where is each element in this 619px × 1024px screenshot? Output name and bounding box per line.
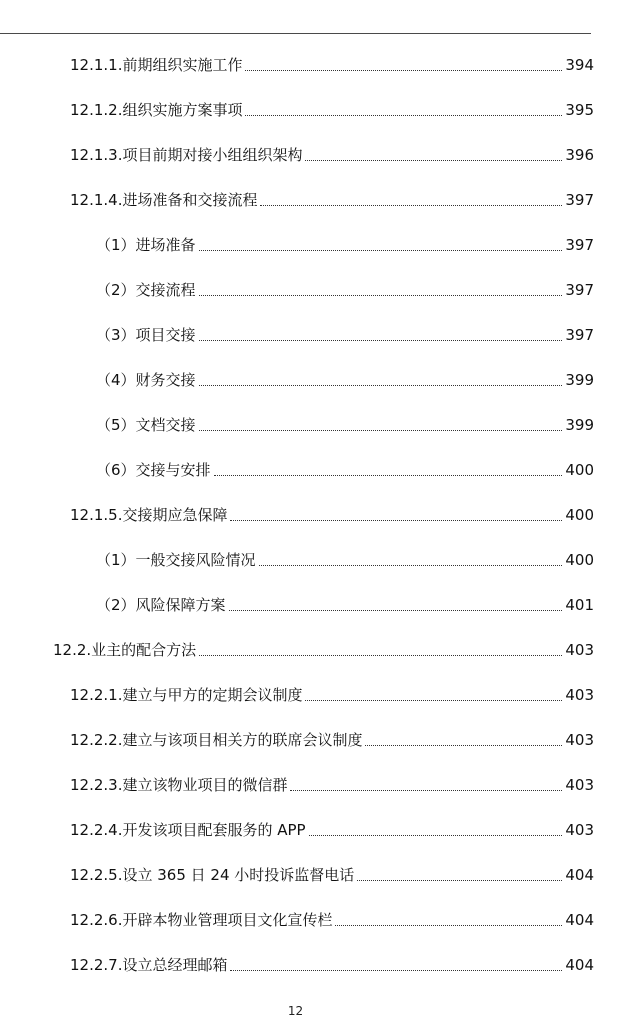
toc-entry-page-number: 400 [565, 551, 594, 569]
toc-entry[interactable] [96, 457, 594, 481]
toc-entry-label: 12.2.业主的配合方法 [53, 641, 197, 659]
toc-dot-leader [245, 115, 562, 116]
toc-entry-page-number: 400 [565, 506, 594, 524]
toc-entry-label: （3）项目交接 [96, 326, 196, 344]
toc-entry-page-number: 395 [565, 101, 594, 119]
page-number: 12 [287, 1004, 304, 1018]
toc-entry-label: （4）财务交接 [96, 371, 196, 389]
toc-entry-page-number: 397 [565, 191, 594, 209]
toc-entry-page-number: 404 [565, 956, 594, 974]
toc-entry-label: 12.1.3.项目前期对接小组组织架构 [70, 146, 303, 164]
toc-entry-page-number: 399 [565, 416, 594, 434]
toc-dot-leader [199, 340, 563, 341]
toc-entry-label: 12.2.4.开发该项目配套服务的 APP [70, 821, 306, 839]
toc-entry[interactable] [96, 322, 594, 346]
toc-entry-page-number: 404 [565, 911, 594, 929]
toc-entry-page-number: 394 [565, 56, 594, 74]
toc-entry[interactable] [70, 502, 594, 526]
toc-dot-leader [199, 655, 562, 656]
toc-entry-page-number: 397 [565, 236, 594, 254]
toc-entry[interactable] [96, 547, 594, 571]
toc-entry-page-number: 397 [565, 326, 594, 344]
toc-dot-leader [199, 250, 563, 251]
toc-entry[interactable] [70, 682, 594, 706]
toc-entry[interactable] [70, 862, 594, 886]
toc-entry-label: （5）文档交接 [96, 416, 196, 434]
toc-entry-label: 12.1.1.前期组织实施工作 [70, 56, 243, 74]
toc-dot-leader [260, 205, 562, 206]
toc-entry[interactable] [96, 277, 594, 301]
toc-entry-page-number: 404 [565, 866, 594, 884]
toc-entry[interactable] [96, 232, 594, 256]
toc-entry-page-number: 403 [565, 776, 594, 794]
toc-dot-leader [199, 385, 563, 386]
toc-entry-label: 12.2.3.建立该物业项目的微信群 [70, 776, 288, 794]
toc-entry-label: 12.2.6.开辟本物业管理项目文化宣传栏 [70, 911, 333, 929]
toc-entry-label: 12.2.2.建立与该项目相关方的联席会议制度 [70, 731, 363, 749]
toc-entry[interactable] [70, 52, 594, 76]
toc-entry-page-number: 399 [565, 371, 594, 389]
toc-entry-page-number: 401 [565, 596, 594, 614]
toc-entry-label: （2）风险保障方案 [96, 596, 226, 614]
toc-entry-page-number: 403 [565, 821, 594, 839]
toc-entry[interactable] [70, 952, 594, 976]
toc-entry-page-number: 400 [565, 461, 594, 479]
toc-entry[interactable] [70, 97, 594, 121]
toc-entry-label: （1）一般交接风险情况 [96, 551, 256, 569]
toc-dot-leader [245, 70, 562, 71]
toc-entry-page-number: 403 [565, 686, 594, 704]
toc-entry-label: 12.1.5.交接期应急保障 [70, 506, 228, 524]
toc-entry-label: （2）交接流程 [96, 281, 196, 299]
toc-dot-leader [230, 970, 562, 971]
toc-dot-leader [230, 520, 562, 521]
toc-dot-leader [305, 160, 562, 161]
toc-entry[interactable] [96, 412, 594, 436]
toc-entry-label: 12.2.5.设立 365 日 24 小时投诉监督电话 [70, 866, 355, 884]
toc-dot-leader [365, 745, 562, 746]
toc-entry[interactable] [70, 907, 594, 931]
toc-dot-leader [335, 925, 562, 926]
header-rule [0, 33, 591, 34]
toc-entry-page-number: 403 [565, 641, 594, 659]
toc-entry-page-number: 403 [565, 731, 594, 749]
toc-entry[interactable] [53, 637, 594, 661]
toc-entry-label: 12.2.7.设立总经理邮箱 [70, 956, 228, 974]
toc-dot-leader [357, 880, 562, 881]
toc-entry[interactable] [96, 367, 594, 391]
toc-entry[interactable] [70, 817, 594, 841]
toc-entry-label: （1）进场准备 [96, 236, 196, 254]
toc-dot-leader [229, 610, 563, 611]
toc-entry-label: （6）交接与安排 [96, 461, 211, 479]
toc-entry-page-number: 397 [565, 281, 594, 299]
toc-entry-page-number: 396 [565, 146, 594, 164]
toc-entry[interactable] [70, 772, 594, 796]
toc-entry-label: 12.1.2.组织实施方案事项 [70, 101, 243, 119]
toc-entry[interactable] [70, 142, 594, 166]
toc-entry[interactable] [96, 592, 594, 616]
toc-dot-leader [214, 475, 563, 476]
toc-dot-leader [199, 295, 563, 296]
toc-entry[interactable] [70, 727, 594, 751]
toc-dot-leader [305, 700, 562, 701]
toc-dot-leader [309, 835, 563, 836]
toc-entry[interactable] [70, 187, 594, 211]
toc-dot-leader [199, 430, 563, 431]
toc-dot-leader [259, 565, 563, 566]
toc-entry-label: 12.2.1.建立与甲方的定期会议制度 [70, 686, 303, 704]
toc-entry-label: 12.1.4.进场准备和交接流程 [70, 191, 258, 209]
toc-dot-leader [290, 790, 562, 791]
